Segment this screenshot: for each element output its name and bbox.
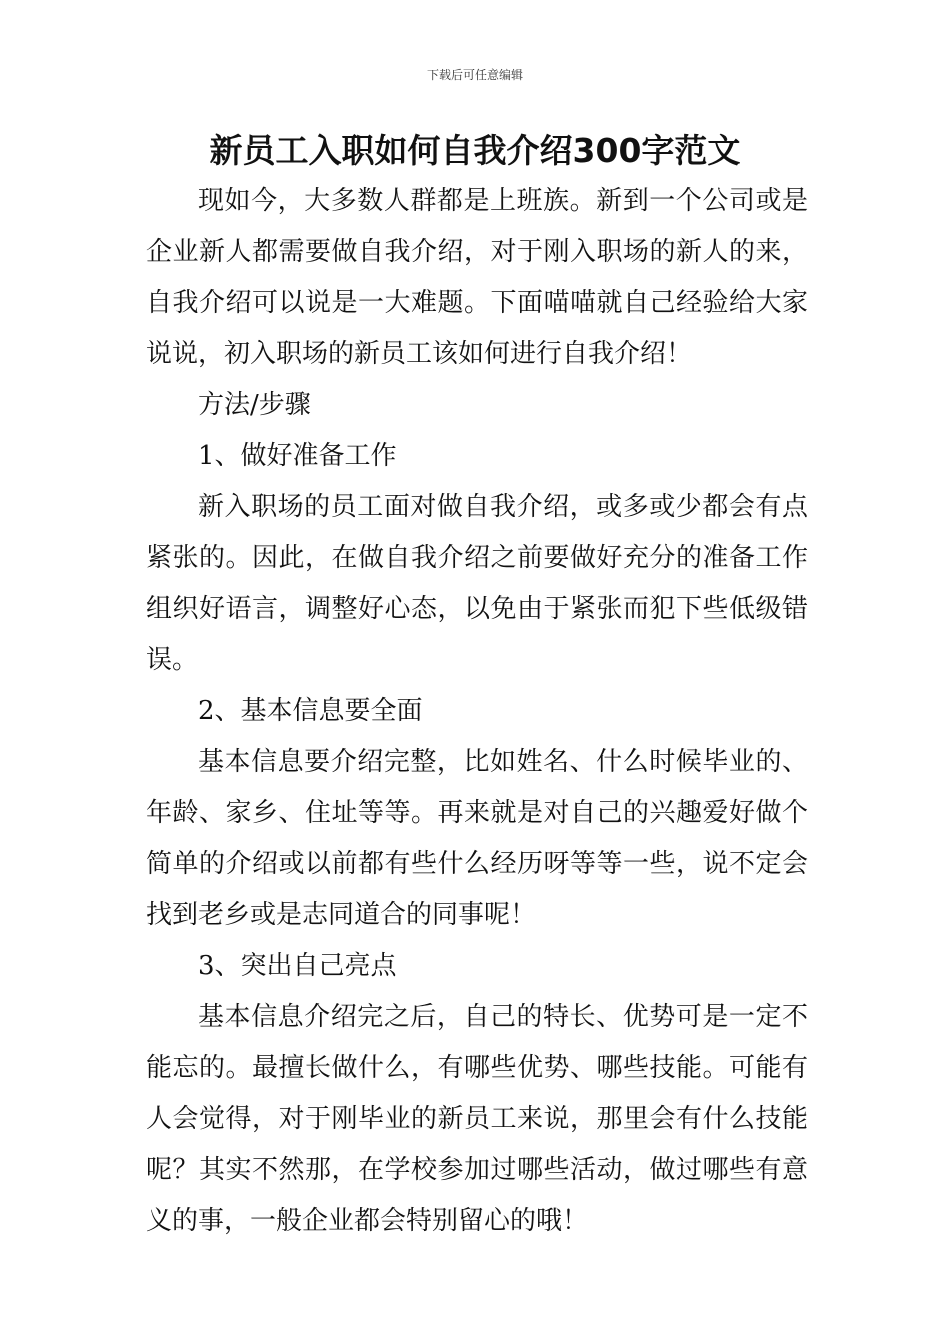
header-note: 下载后可任意编辑 bbox=[426, 68, 523, 82]
document-title: 新员工入职如何自我介绍300字范文 bbox=[209, 131, 741, 170]
step-2-paragraph: 基本信息要介绍完整，比如姓名、什么时候毕业的、年龄、家乡、住址等等。再来就是对自己的兴趣爱好做个简单的介绍或以前都有些什么经历呀等等一些，说不定会找到老乡或是志同道合的同事呢！ bbox=[146, 747, 808, 930]
intro-paragraph: 现如今，大多数人群都是上班族。新到一个公司或是企业新人都需要做自我介绍，对于刚入职场的新人的来，自我介绍可以说是一大难题。下面喵喵就自己经验给大家说说，初入职场的新员工该如何进行自我介绍！ bbox=[146, 186, 808, 369]
document-body bbox=[146, 176, 808, 1247]
step-2-heading: 2、基本信息要全面 bbox=[198, 696, 423, 726]
step-1-paragraph: 新入职场的员工面对做自我介绍，或多或少都会有点紧张的。因此，在做自我介绍之前要做好充分的准备工作组织好语言，调整好心态，以免由于紧张而犯下些低级错误。 bbox=[146, 492, 808, 675]
step-3-paragraph: 基本信息介绍完之后，自己的特长、优势可是一定不能忘的。最擅长做什么，有哪些优势、哪些技能。可能有人会觉得，对于刚毕业的新员工来说，那里会有什么技能呢？其实不然那，在学校参加过哪些活动，做过哪些有意义的事，一般企业都会特别留心的哦！ bbox=[146, 1002, 808, 1236]
step-3-heading: 3、突出自己亮点 bbox=[198, 951, 397, 981]
method-heading: 方法/步骤 bbox=[198, 390, 311, 420]
step-1-heading: 1、做好准备工作 bbox=[198, 441, 397, 471]
